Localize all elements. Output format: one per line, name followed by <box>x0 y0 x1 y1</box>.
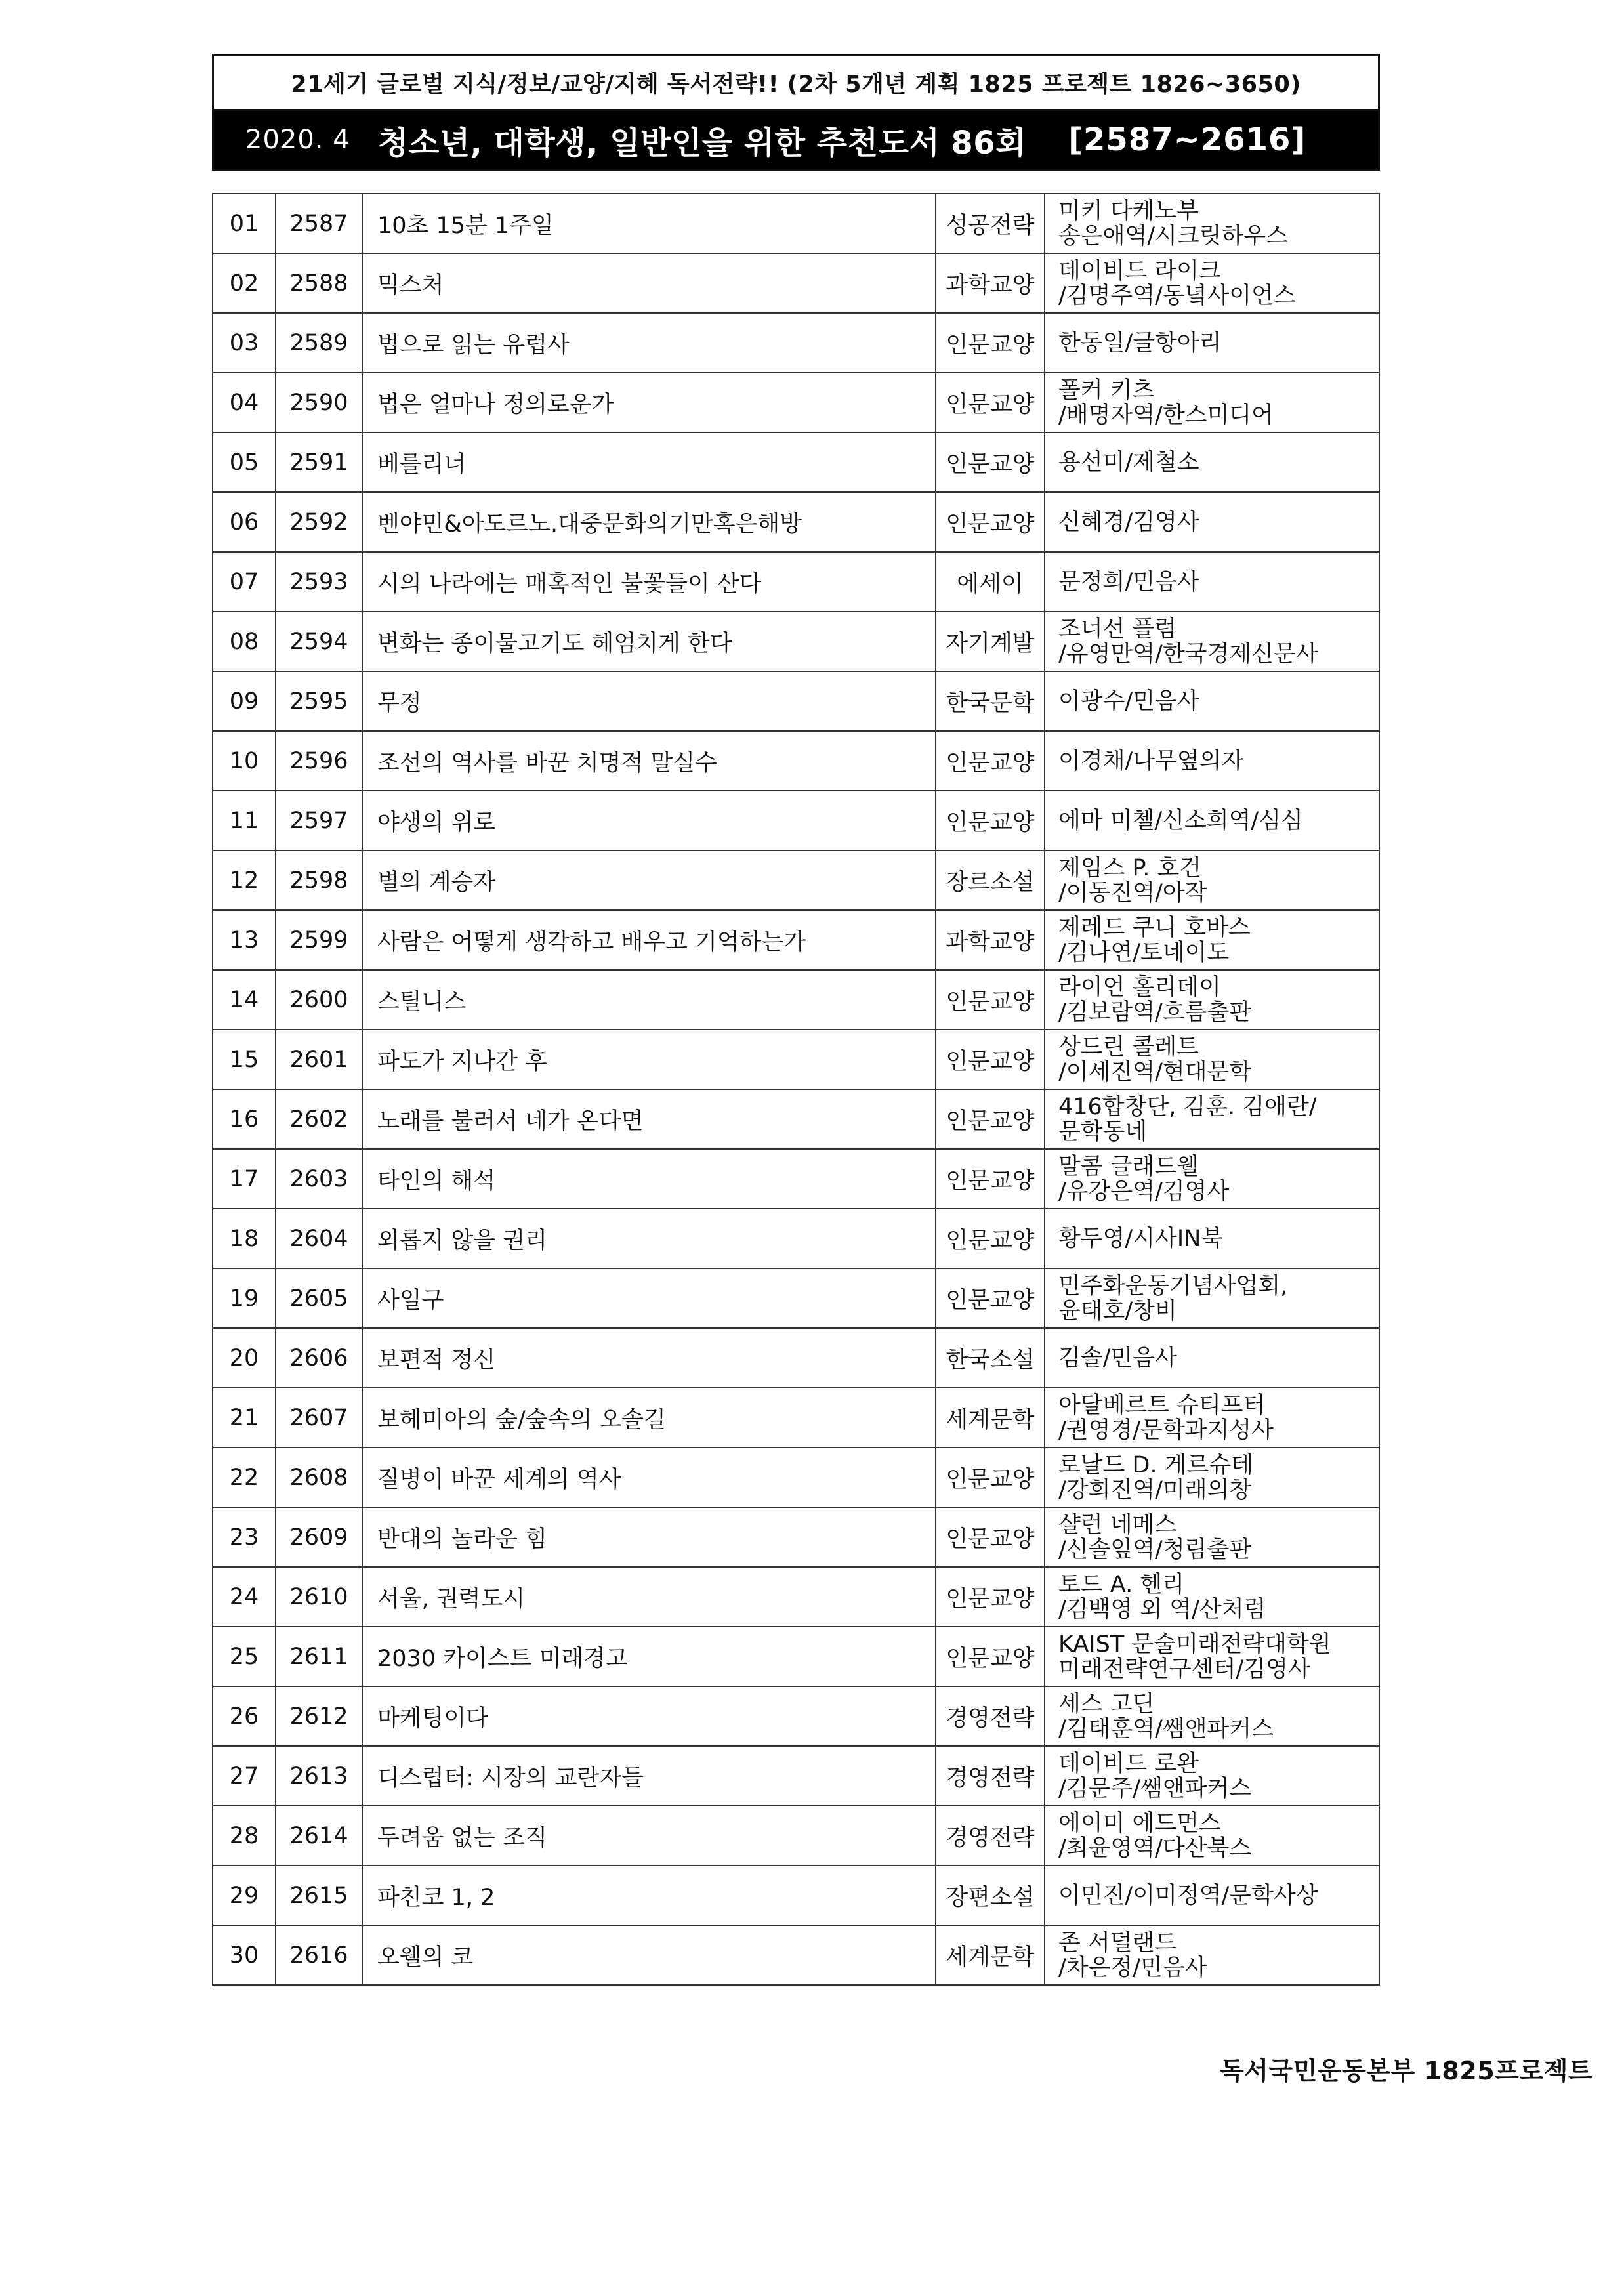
book-code: 2611 <box>276 1627 362 1686</box>
table-row <box>213 552 1379 612</box>
book-author: 토드 A. 헨리 /김백영 외 역/산처럼 <box>1045 1567 1379 1627</box>
book-number: 02 <box>213 253 276 313</box>
table-row <box>213 1686 1379 1746</box>
book-code: 2607 <box>276 1388 362 1448</box>
table-row <box>213 1507 1379 1567</box>
table-row <box>213 1030 1379 1089</box>
book-number: 27 <box>213 1746 276 1806</box>
book-author: 조너선 플럼 /유영만역/한국경제신문사 <box>1045 612 1379 671</box>
book-author: 로날드 D. 게르슈테 /강희진역/미래의창 <box>1045 1448 1379 1507</box>
book-author: 416합창단, 김훈. 김애란/ 문학동네 <box>1045 1089 1379 1149</box>
book-author: 폴커 키츠 /배명자역/한스미디어 <box>1045 373 1379 432</box>
book-author: 미키 다케노부 송은애역/시크릿하우스 <box>1045 194 1379 253</box>
book-title: 스틸니스 <box>362 970 936 1030</box>
book-category: 인문교양 <box>936 373 1045 432</box>
book-category: 경영전략 <box>936 1746 1045 1806</box>
table-row <box>213 253 1379 313</box>
header-subtitle: 21세기 글로벌 지식/정보/교양/지혜 독서전략!! (2차 5개년 계획 1825 프로젝트 1826~3650) <box>214 56 1378 111</box>
table-row <box>213 1806 1379 1866</box>
book-number: 08 <box>213 612 276 671</box>
book-category: 세계문학 <box>936 1925 1045 1985</box>
table-row <box>213 970 1379 1030</box>
header-title: 청소년, 대학생, 일반인을 위한 추천도서 86회 <box>378 124 1027 161</box>
book-title: 법은 얼마나 정의로운가 <box>362 373 936 432</box>
header-range: [2587~2616] <box>1068 121 1306 158</box>
book-title: 무정 <box>362 671 936 731</box>
book-category: 인문교양 <box>936 432 1045 492</box>
book-title: 별의 계승자 <box>362 850 936 910</box>
book-title: 믹스처 <box>362 253 936 313</box>
table-row <box>213 1388 1379 1448</box>
book-category: 인문교양 <box>936 970 1045 1030</box>
book-code: 2601 <box>276 1030 362 1089</box>
book-author: 데이비드 로완 /김문주/쌤앤파커스 <box>1045 1746 1379 1806</box>
book-title: 외롭지 않을 권리 <box>362 1209 936 1268</box>
book-number: 09 <box>213 671 276 731</box>
book-number: 18 <box>213 1209 276 1268</box>
book-category: 장편소설 <box>936 1866 1045 1925</box>
book-number: 01 <box>213 194 276 253</box>
book-number: 05 <box>213 432 276 492</box>
book-author: 제레드 쿠니 호바스 /김나연/토네이도 <box>1045 910 1379 970</box>
table-row <box>213 1089 1379 1149</box>
book-category: 인문교양 <box>936 1448 1045 1507</box>
book-code: 2614 <box>276 1806 362 1866</box>
book-code: 2606 <box>276 1328 362 1388</box>
table-row <box>213 1149 1379 1209</box>
table-row <box>213 313 1379 373</box>
book-category: 인문교양 <box>936 1030 1045 1089</box>
table-row <box>213 910 1379 970</box>
book-category: 인문교양 <box>936 313 1045 373</box>
book-number: 14 <box>213 970 276 1030</box>
book-code: 2589 <box>276 313 362 373</box>
table-row <box>213 1448 1379 1507</box>
book-title: 2030 카이스트 미래경고 <box>362 1627 936 1686</box>
book-number: 06 <box>213 492 276 552</box>
book-title: 디스럽터: 시장의 교란자들 <box>362 1746 936 1806</box>
book-title: 변화는 종이물고기도 헤엄치게 한다 <box>362 612 936 671</box>
book-code: 2588 <box>276 253 362 313</box>
book-title: 반대의 놀라운 힘 <box>362 1507 936 1567</box>
book-title: 파친코 1, 2 <box>362 1866 936 1925</box>
book-title: 마케팅이다 <box>362 1686 936 1746</box>
book-author: 문정희/민음사 <box>1045 552 1379 612</box>
table-row <box>213 1627 1379 1686</box>
book-category: 인문교양 <box>936 1089 1045 1149</box>
book-title: 법으로 읽는 유럽사 <box>362 313 936 373</box>
book-number: 25 <box>213 1627 276 1686</box>
book-number: 24 <box>213 1567 276 1627</box>
book-number: 21 <box>213 1388 276 1448</box>
book-number: 12 <box>213 850 276 910</box>
header-date: 2020. 4 <box>245 125 350 155</box>
table-row <box>213 1567 1379 1627</box>
book-category: 경영전략 <box>936 1806 1045 1866</box>
table-row <box>213 373 1379 432</box>
book-title: 노래를 불러서 네가 온다면 <box>362 1089 936 1149</box>
book-number: 23 <box>213 1507 276 1567</box>
book-author: 존 서덜랜드 /차은정/민음사 <box>1045 1925 1379 1985</box>
book-number: 29 <box>213 1866 276 1925</box>
book-category: 인문교양 <box>936 1627 1045 1686</box>
book-code: 2605 <box>276 1268 362 1328</box>
table-row <box>213 850 1379 910</box>
book-title: 조선의 역사를 바꾼 치명적 말실수 <box>362 731 936 791</box>
book-author: 에이미 에드먼스 /최윤영역/다산북스 <box>1045 1806 1379 1866</box>
book-code: 2593 <box>276 552 362 612</box>
book-code: 2615 <box>276 1866 362 1925</box>
book-category: 경영전략 <box>936 1686 1045 1746</box>
book-code: 2591 <box>276 432 362 492</box>
book-code: 2587 <box>276 194 362 253</box>
book-number: 07 <box>213 552 276 612</box>
book-code: 2612 <box>276 1686 362 1746</box>
book-author: 이민진/이미정역/문학사상 <box>1045 1866 1379 1925</box>
book-author: 이광수/민음사 <box>1045 671 1379 731</box>
book-category: 인문교양 <box>936 1507 1045 1567</box>
book-author: KAIST 문술미래전략대학원 미래전략연구센터/김영사 <box>1045 1627 1379 1686</box>
book-code: 2592 <box>276 492 362 552</box>
book-code: 2604 <box>276 1209 362 1268</box>
table-row <box>213 194 1379 253</box>
book-number: 20 <box>213 1328 276 1388</box>
book-number: 11 <box>213 791 276 850</box>
table-row <box>213 671 1379 731</box>
book-table <box>212 193 1380 1986</box>
book-title: 두려움 없는 조직 <box>362 1806 936 1866</box>
book-number: 10 <box>213 731 276 791</box>
book-number: 19 <box>213 1268 276 1328</box>
book-number: 15 <box>213 1030 276 1089</box>
book-author: 말콤 글래드웰 /유강은역/김영사 <box>1045 1149 1379 1209</box>
book-title: 서울, 권력도시 <box>362 1567 936 1627</box>
book-code: 2610 <box>276 1567 362 1627</box>
book-category: 세계문학 <box>936 1388 1045 1448</box>
book-number: 30 <box>213 1925 276 1985</box>
book-category: 장르소설 <box>936 850 1045 910</box>
book-title: 벤야민&아도르노.대중문화의기만혹은해방 <box>362 492 936 552</box>
table-row <box>213 1925 1379 1985</box>
book-author: 김솔/민음사 <box>1045 1328 1379 1388</box>
book-code: 2613 <box>276 1746 362 1806</box>
book-table-body <box>213 194 1379 1985</box>
table-row <box>213 731 1379 791</box>
book-category: 인문교양 <box>936 791 1045 850</box>
book-author: 제임스 P. 호건 /이동진역/아작 <box>1045 850 1379 910</box>
book-category: 자기계발 <box>936 612 1045 671</box>
table-row <box>213 432 1379 492</box>
book-author: 신혜경/김영사 <box>1045 492 1379 552</box>
book-code: 2598 <box>276 850 362 910</box>
book-title: 질병이 바꾼 세계의 역사 <box>362 1448 936 1507</box>
book-number: 26 <box>213 1686 276 1746</box>
book-number: 17 <box>213 1149 276 1209</box>
book-category: 에세이 <box>936 552 1045 612</box>
book-category: 한국소설 <box>936 1328 1045 1388</box>
book-author: 민주화운동기념사업회, 윤태호/창비 <box>1045 1268 1379 1328</box>
table-row <box>213 1328 1379 1388</box>
book-author: 상드린 콜레트 /이세진역/현대문학 <box>1045 1030 1379 1089</box>
book-code: 2599 <box>276 910 362 970</box>
footer-organization: 독서국민운동본부 1825프로젝트 <box>1220 2056 1593 2085</box>
book-category: 인문교양 <box>936 1567 1045 1627</box>
table-row <box>213 1209 1379 1268</box>
book-title: 사일구 <box>362 1268 936 1328</box>
book-code: 2596 <box>276 731 362 791</box>
book-author: 이경채/나무옆의자 <box>1045 731 1379 791</box>
book-code: 2595 <box>276 671 362 731</box>
table-row <box>213 1866 1379 1925</box>
book-code: 2603 <box>276 1149 362 1209</box>
book-code: 2608 <box>276 1448 362 1507</box>
book-code: 2597 <box>276 791 362 850</box>
book-title: 10초 15분 1주일 <box>362 194 936 253</box>
book-author: 아달베르트 슈티프터 /권영경/문학과지성사 <box>1045 1388 1379 1448</box>
book-category: 한국문학 <box>936 671 1045 731</box>
book-title: 시의 나라에는 매혹적인 불꽃들이 산다 <box>362 552 936 612</box>
book-number: 16 <box>213 1089 276 1149</box>
book-category: 과학교양 <box>936 253 1045 313</box>
table-row <box>213 492 1379 552</box>
book-number: 13 <box>213 910 276 970</box>
book-number: 28 <box>213 1806 276 1866</box>
header-box <box>212 54 1380 171</box>
book-author: 샬런 네메스 /신솔잎역/청림출판 <box>1045 1507 1379 1567</box>
book-code: 2600 <box>276 970 362 1030</box>
header-banner <box>214 111 1378 169</box>
book-number: 04 <box>213 373 276 432</box>
book-category: 인문교양 <box>936 731 1045 791</box>
book-author: 한동일/글항아리 <box>1045 313 1379 373</box>
book-code: 2602 <box>276 1089 362 1149</box>
book-number: 03 <box>213 313 276 373</box>
table-row <box>213 1268 1379 1328</box>
book-title: 보편적 정신 <box>362 1328 936 1388</box>
document-page <box>212 54 1380 1986</box>
table-row <box>213 612 1379 671</box>
book-category: 인문교양 <box>936 1268 1045 1328</box>
book-title: 파도가 지나간 후 <box>362 1030 936 1089</box>
book-title: 야생의 위로 <box>362 791 936 850</box>
book-number: 22 <box>213 1448 276 1507</box>
book-author: 에마 미첼/신소희역/심심 <box>1045 791 1379 850</box>
book-author: 용선미/제철소 <box>1045 432 1379 492</box>
book-code: 2594 <box>276 612 362 671</box>
book-code: 2616 <box>276 1925 362 1985</box>
book-author: 데이비드 라이크 /김명주역/동녘사이언스 <box>1045 253 1379 313</box>
book-category: 성공전략 <box>936 194 1045 253</box>
book-title: 타인의 해석 <box>362 1149 936 1209</box>
book-category: 과학교양 <box>936 910 1045 970</box>
book-title: 보헤미아의 숲/숲속의 오솔길 <box>362 1388 936 1448</box>
table-row <box>213 791 1379 850</box>
book-category: 인문교양 <box>936 1149 1045 1209</box>
table-row <box>213 1746 1379 1806</box>
book-title: 베를리너 <box>362 432 936 492</box>
book-author: 라이언 홀리데이 /김보람역/흐름출판 <box>1045 970 1379 1030</box>
book-title: 오웰의 코 <box>362 1925 936 1985</box>
book-category: 인문교양 <box>936 492 1045 552</box>
book-category: 인문교양 <box>936 1209 1045 1268</box>
book-code: 2609 <box>276 1507 362 1567</box>
book-title: 사람은 어떻게 생각하고 배우고 기억하는가 <box>362 910 936 970</box>
book-code: 2590 <box>276 373 362 432</box>
book-author: 세스 고딘 /김태훈역/쌤앤파커스 <box>1045 1686 1379 1746</box>
book-author: 황두영/시사IN북 <box>1045 1209 1379 1268</box>
